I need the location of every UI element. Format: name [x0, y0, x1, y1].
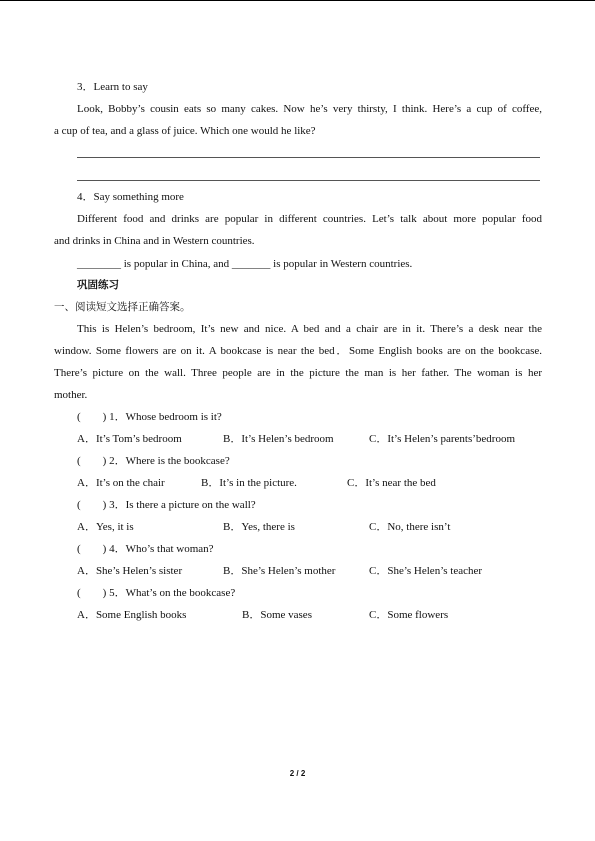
- section4-text-line2: and drinks in China and in Western countries.: [54, 235, 255, 247]
- question-4-option-c[interactable]: C．She’s Helen’s teacher: [369, 565, 483, 577]
- question-5-option-a[interactable]: A．Some English books: [77, 609, 187, 621]
- question-1-option-b[interactable]: B．It’s Helen’s bedroom: [223, 433, 334, 445]
- consolidation-instruction: 一、阅读短文选择正确答案。: [54, 301, 191, 313]
- question-2-option-c[interactable]: C．It’s near the bed: [347, 477, 436, 489]
- question-5-stem: ( ) 5．What’s on the bookcase?: [77, 587, 236, 599]
- question-3-stem: ( ) 3．Is there a picture on the wall?: [77, 499, 256, 511]
- passage-line2: window. Some flowers are on it. A bookcase is near the bed．Some English books are on the bookcase.: [54, 345, 542, 357]
- question-4-option-a[interactable]: A．She’s Helen’s sister: [77, 565, 183, 577]
- question-4-option-b[interactable]: B．She’s Helen’s mother: [223, 565, 336, 577]
- question-2-option-b[interactable]: B．It’s in the picture.: [201, 477, 297, 489]
- question-3-option-a[interactable]: A．Yes, it is: [77, 521, 134, 533]
- passage-line4: mother.: [54, 389, 88, 401]
- question-2-stem: ( ) 2．Where is the bookcase?: [77, 455, 230, 467]
- top-border-rule: [0, 0, 595, 1]
- page-number: 2 / 2: [289, 769, 306, 778]
- question-5-option-b[interactable]: B．Some vases: [242, 609, 312, 621]
- passage-line1: This is Helen’s bedroom, It’s new and nice. A bed and a chair are in it. There’s a desk near the: [77, 323, 542, 335]
- question-4-stem: ( ) 4．Who’s that woman?: [77, 543, 214, 555]
- question-2-option-a[interactable]: A．It’s on the chair: [77, 477, 165, 489]
- consolidation-title: 巩固练习: [77, 279, 119, 291]
- section4-fill-blank: ________ is popular in China, and _______ is popular in Western countries.: [77, 258, 413, 270]
- question-5-option-c[interactable]: C．Some flowers: [369, 609, 449, 621]
- passage-line3: There’s picture on the wall. Three people are in the picture the man is her father. The woman is her: [54, 367, 542, 379]
- question-1-option-a[interactable]: A．It’s Tom’s bedroom: [77, 433, 182, 445]
- question-1-stem: ( ) 1．Whose bedroom is it?: [77, 411, 222, 423]
- section4-heading: 4．Say something more: [77, 191, 184, 203]
- section3-heading: 3．Learn to say: [77, 81, 148, 93]
- question-3-option-c[interactable]: C．No, there isn’t: [369, 521, 451, 533]
- section3-text-line2: a cup of tea, and a glass of juice. Which one would he like?: [54, 125, 316, 137]
- section3-text-line1: Look, Bobby’s cousin eats so many cakes. Now he’s very thirsty, I think. Here’s a cup of coffee,: [77, 103, 542, 115]
- answer-line-1: [77, 157, 540, 158]
- answer-line-2: [77, 180, 540, 181]
- question-1-option-c[interactable]: C．It’s Helen’s parents’bedroom: [369, 433, 516, 445]
- question-3-option-b[interactable]: B．Yes, there is: [223, 521, 295, 533]
- section4-text-line1: Different food and drinks are popular in different countries. Let’s talk about more popular food: [77, 213, 542, 225]
